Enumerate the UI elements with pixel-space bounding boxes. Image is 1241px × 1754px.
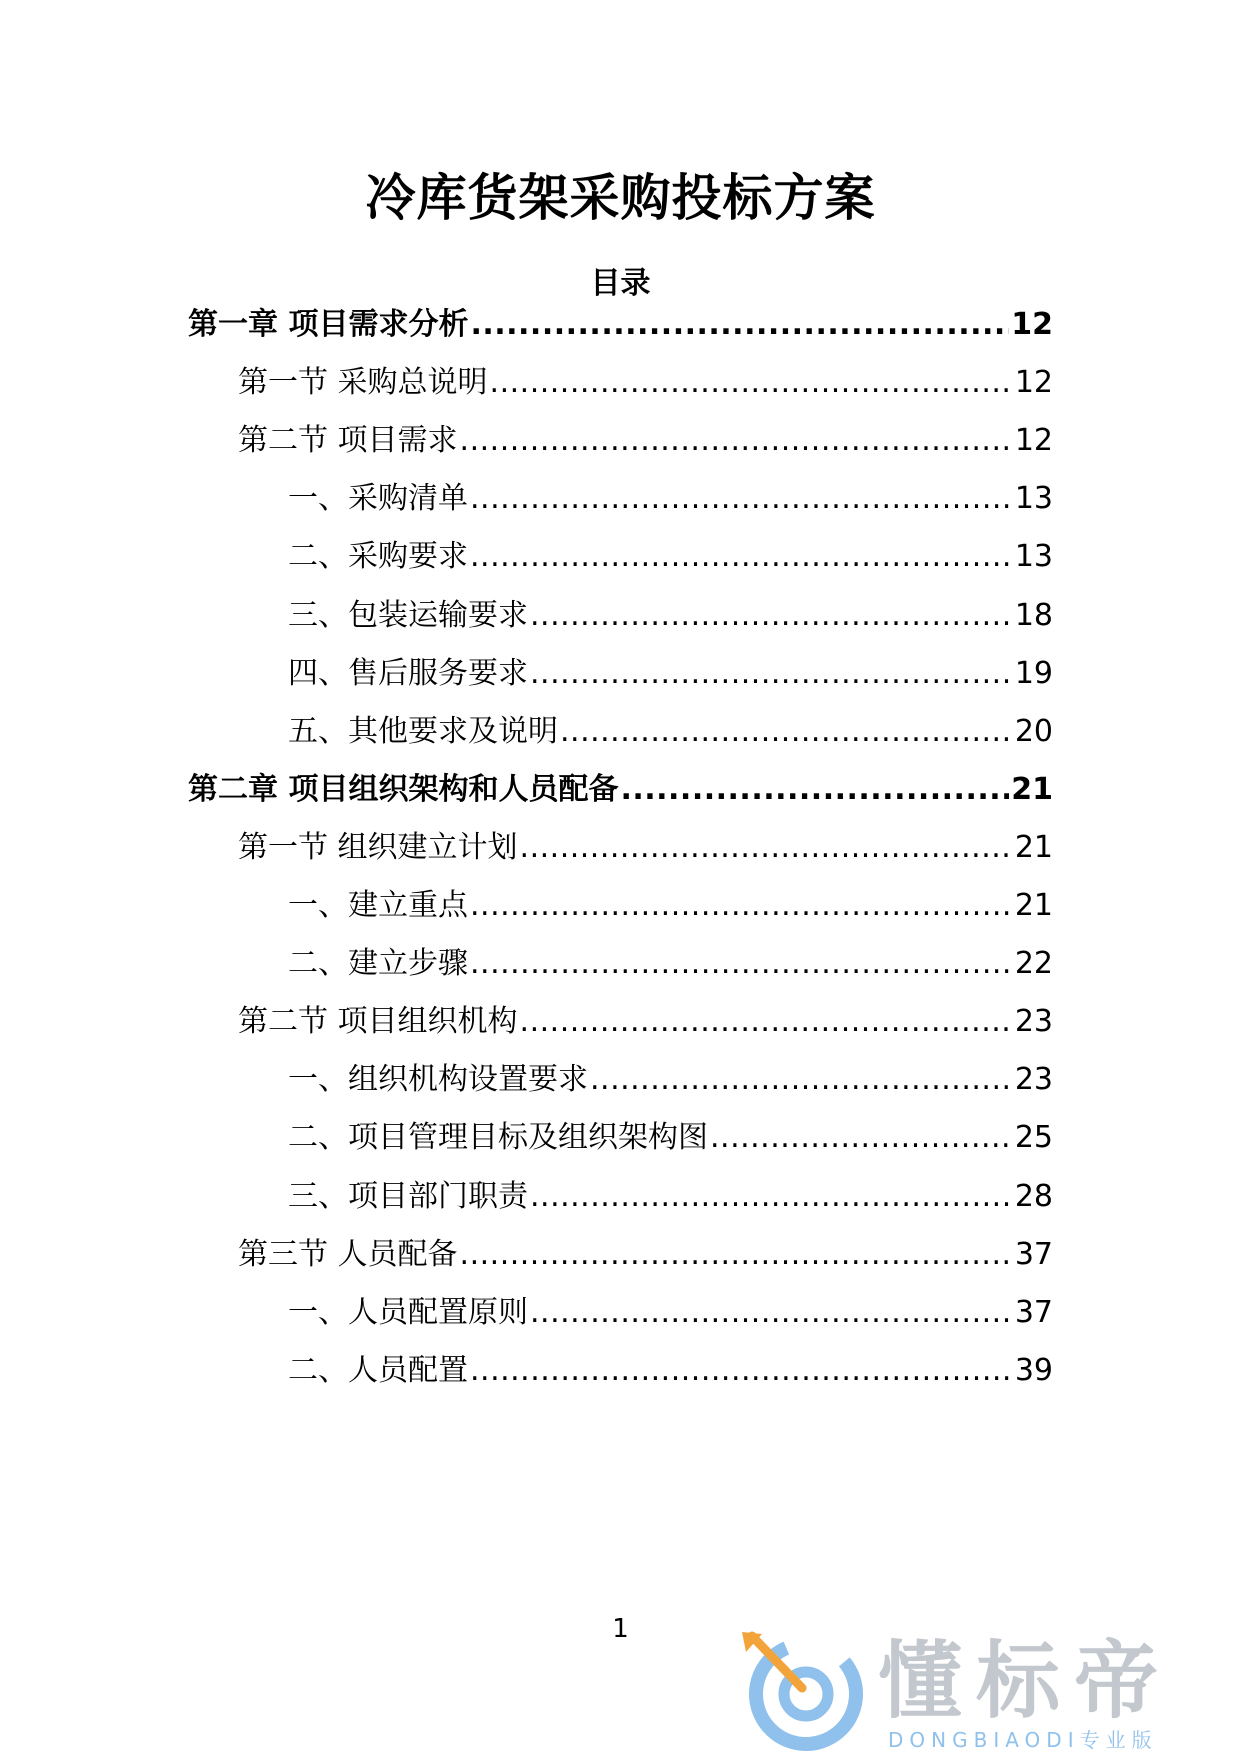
watermark-subtitle: DONGBIAODI专业版 <box>888 1728 1158 1752</box>
toc-entry[interactable] <box>288 592 1053 636</box>
toc-entry-label: 第二节 项目组织机构 <box>238 1004 518 1039</box>
toc-entry-label: 第二章 项目组织架构和人员配备 <box>188 772 619 807</box>
toc-entry-label: 三、项目部门职责 <box>288 1179 528 1214</box>
toc-entry-label: 第二节 项目需求 <box>238 423 458 458</box>
toc-dot-leader <box>530 654 1013 694</box>
watermark-brand-name: 懂标帝 <box>878 1632 1173 1730</box>
toc-dot-leader <box>470 537 1013 577</box>
toc-entry-page: 13 <box>1014 539 1053 574</box>
toc-entry-label: 二、采购要求 <box>288 539 468 574</box>
toc-entry[interactable] <box>288 650 1053 694</box>
target-logo-icon <box>738 1630 868 1754</box>
toc-entry-page: 21 <box>1014 830 1053 865</box>
toc-dot-leader <box>470 305 1009 345</box>
toc-entry[interactable] <box>238 998 1053 1042</box>
toc-entry-page: 12 <box>1014 365 1053 400</box>
toc-entry[interactable] <box>238 359 1053 403</box>
toc-entry-label: 第三节 人员配备 <box>238 1237 458 1272</box>
toc-entry[interactable] <box>288 1173 1053 1217</box>
toc-dot-leader <box>560 712 1013 752</box>
toc-entry-label: 一、建立重点 <box>288 888 468 923</box>
toc-entry-label: 二、建立步骤 <box>288 946 468 981</box>
toc-entry-page: 23 <box>1014 1062 1053 1097</box>
toc-entry-label: 二、人员配置 <box>288 1353 468 1388</box>
toc-entry-page: 22 <box>1014 946 1053 981</box>
toc-entry-page: 12 <box>1014 423 1053 458</box>
toc-entry-page: 25 <box>1014 1120 1053 1155</box>
toc-entry-label: 一、人员配置原则 <box>288 1295 528 1330</box>
toc-entry-label: 二、项目管理目标及组织架构图 <box>288 1120 708 1155</box>
toc-entry-page: 13 <box>1014 481 1053 516</box>
toc-dot-leader <box>460 1235 1013 1275</box>
toc-entry[interactable] <box>288 940 1053 984</box>
toc-entry[interactable] <box>288 475 1053 519</box>
toc-entry-page: 21 <box>1014 888 1053 923</box>
toc-entry[interactable] <box>288 882 1053 926</box>
toc-entry[interactable] <box>288 1289 1053 1333</box>
toc-entry-page: 19 <box>1014 656 1053 691</box>
toc-dot-leader <box>460 421 1013 461</box>
toc-entry-page: 20 <box>1014 714 1053 749</box>
toc-entry-label: 四、售后服务要求 <box>288 656 528 691</box>
toc-dot-leader <box>520 828 1013 868</box>
toc-entry[interactable] <box>238 824 1053 868</box>
toc-entry[interactable] <box>188 766 1053 810</box>
toc-dot-leader <box>470 1351 1013 1391</box>
toc-entry[interactable] <box>238 417 1053 461</box>
toc-dot-leader <box>530 1177 1013 1217</box>
toc-entry-label: 五、其他要求及说明 <box>288 714 558 749</box>
toc-dot-leader <box>470 886 1013 926</box>
toc-dot-leader <box>710 1118 1013 1158</box>
page-number: 1 <box>612 1614 629 1644</box>
toc-entry[interactable] <box>238 1231 1053 1275</box>
toc-dot-leader <box>530 1293 1013 1333</box>
toc-entry-page: 23 <box>1014 1004 1053 1039</box>
toc-dot-leader <box>590 1060 1013 1100</box>
watermark <box>738 1630 1218 1750</box>
toc-dot-leader <box>620 770 1009 810</box>
toc-entry-page: 37 <box>1014 1237 1053 1272</box>
toc-entry-label: 一、采购清单 <box>288 481 468 516</box>
toc-entry[interactable] <box>288 1347 1053 1391</box>
toc-dot-leader <box>470 479 1013 519</box>
toc-dot-leader <box>530 596 1013 636</box>
toc-entry-label: 一、组织机构设置要求 <box>288 1062 588 1097</box>
toc-dot-leader <box>490 363 1013 403</box>
toc-entry-label: 第一章 项目需求分析 <box>188 307 469 342</box>
toc-entry-page: 18 <box>1014 598 1053 633</box>
toc-entry-page: 12 <box>1011 307 1053 342</box>
toc-entry[interactable] <box>188 301 1053 345</box>
toc-entry[interactable] <box>288 533 1053 577</box>
toc-entry-label: 第一节 组织建立计划 <box>238 830 518 865</box>
toc-entry-label: 三、包装运输要求 <box>288 598 528 633</box>
toc-dot-leader <box>470 944 1013 984</box>
toc-entry-page: 37 <box>1014 1295 1053 1330</box>
toc-entry[interactable] <box>288 708 1053 752</box>
toc-dot-leader <box>520 1002 1013 1042</box>
toc-entry-page: 28 <box>1014 1179 1053 1214</box>
toc-entry-page: 39 <box>1014 1353 1053 1388</box>
toc-heading: 目录 <box>590 266 651 301</box>
document-title: 冷库货架采购投标方案 <box>365 169 876 227</box>
toc-entry[interactable] <box>288 1056 1053 1100</box>
toc-entry-page: 21 <box>1011 772 1053 807</box>
toc-entry-label: 第一节 采购总说明 <box>238 365 488 400</box>
toc-entry[interactable] <box>288 1114 1053 1158</box>
